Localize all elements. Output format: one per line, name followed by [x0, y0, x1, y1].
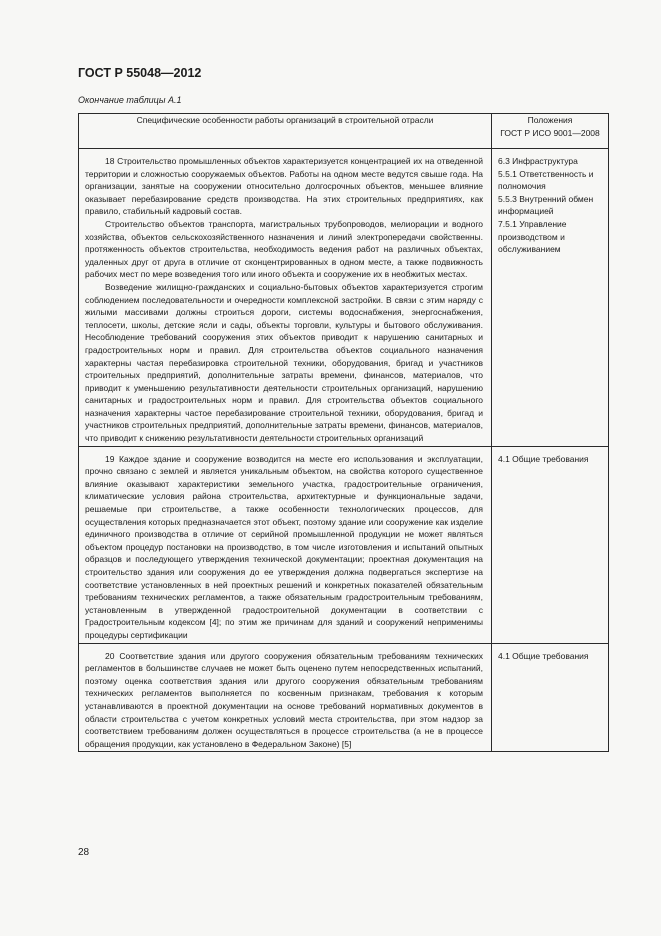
provision-item: 7.5.1 Управление производством и обслуживанием — [498, 218, 567, 255]
column-header-provisions-line2: ГОСТ Р ИСО 9001—2008 — [500, 127, 600, 138]
provision-item: 5.5.1 Ответственность и полномочия — [498, 168, 594, 192]
provision-item: 6.3 Инфраструктура — [498, 156, 578, 166]
row-18-provisions — [492, 149, 609, 447]
document-title: ГОСТ Р 55048—2012 — [78, 66, 202, 80]
standards-table — [78, 113, 609, 752]
table-row — [79, 149, 609, 447]
paragraph: 20 Соответствие здания или другого сооружения обязательным требованиям технических регламентов в большинстве случаев не может быть оценено путем непосредственных испытаний, поэтому оценка соответствия здания или другого сооружения обязательным требованиям технических регламентов выполняется по косвенным признакам, требования к которым устанавливаются в проектной документации на основе требований нормативных документов в области строительства с учетом конкретных условий места строительства, при этом надзор за соответствием требованиям должен осуществляться в процессе строительства (а не в процессе обращения продукции, как установлено в Федеральном Законе) [5] — [85, 650, 483, 749]
provision-item: 4.1 Общие требования — [498, 453, 589, 464]
paragraph: Возведение жилищно-гражданских и социально-бытовых объектов характеризуется строгим соблюдением последовательности и очередности комплексной застройки. В связи с этим наряду с жилыми массивами должны строиться дороги, системы водоснабжения, энергоснабжения, теплосети, школы, детские ясли и сады, объекты торговли, культуры и бытового обслуживания. Несоблюдение требований сооружения этих объектов приводит к нарушению санитарных и градостроительных норм и правил. Для строительства объектов социального назначения характерны частая перебазировка строительной техники, оборудования, бригад и участников строительных предприятий, дополнительные затраты времени, финансов, материалов, что приводит к уменьшению результативности деятельности строительных организаций, нарушению санитарных и градостроительных норм и правил. Для строительства объектов социального назначения характерны частое перебазирование строительной техники, оборудования, бригад и участников строительных предприятий, дополнительные затраты времени, финансов, материалов, что приводит к снижению результативности деятельности строительных организаций — [85, 281, 483, 444]
row-19-provisions — [492, 446, 609, 643]
table-continuation-caption: Окончание таблицы А.1 — [78, 95, 182, 105]
row-18-description — [79, 149, 492, 447]
row-20-provisions — [492, 643, 609, 752]
table-row — [79, 446, 609, 643]
row-19-description — [79, 446, 492, 643]
paragraph: 18 Строительство промышленных объектов характеризуется концентрацией их на отведенной территории и сложностью сооружаемых объектов. Работы на одном месте ведутся свыше года. На организации, занятые на сооружении относительно долгосрочных объектов, меньшее влияние оказывает перебазирование средств производства. На этих строительных предприятиях, как правило, стабильный кадровый состав. — [85, 156, 483, 217]
table-row — [79, 643, 609, 752]
column-header-features: Специфические особенности работы организаций в строительной отрасли — [79, 114, 492, 149]
provision-item: 4.1 Общие требования — [498, 650, 589, 661]
page-number: 28 — [78, 847, 90, 858]
paragraph: Строительство объектов транспорта, магистральных трубопроводов, мелиорации и водного хозяйства, объектов сельскохозяйственного назначения и линий электропередачи свойственны. протяженность объектов строительства, необходимость ведения работ на различных объектах, удаленных друг от друга в отличие от сконцентрированных в одном месте, а также подвижность рабочих мест по мере возведения того или иного объекта и сооружение их в необжитых местах. — [85, 218, 483, 280]
column-header-provisions — [492, 114, 609, 149]
column-header-provisions-line1: Положения — [527, 115, 573, 125]
provision-item: 5.5.3 Внутренний обмен информацией — [498, 193, 594, 217]
table-header-row — [79, 114, 609, 149]
paragraph: 19 Каждое здание и сооружение возводится на месте его использования и эксплуатации, прочно связано с землей и является уникальным объектом, на свойства которого существенное влияние оказывают характеристики земельного участка, градостроительные ограничения, климатические условия района строительства, архитектурные и функциональные задачи, решаемые при строительстве, а также особенности технологических процессов, для осуществления которых предназначается этот объект, поэтому здание или сооружение как изделие единичного производства в отличие от серийной промышленной продукции не может являться объектом процедур постановки на производство, в том числе изготовления и испытаний опытных образцов и последующего утверждения технической документации; проектная документация на строительство здания или сооружения до ее утверждения должна подвергаться экспертизе на соответствие установленных в ней проектных решений и конкретных показателей обязательным требованиям технических регламентов, а также обязательным градостроительным требованиям, установленным в утвержденной градостроительной документации в соответствии с Градостроительным кодексом [4]; по этим же причинам для зданий и сооружений неприменимы процедуры сертификации — [85, 453, 483, 640]
row-20-description — [79, 643, 492, 752]
